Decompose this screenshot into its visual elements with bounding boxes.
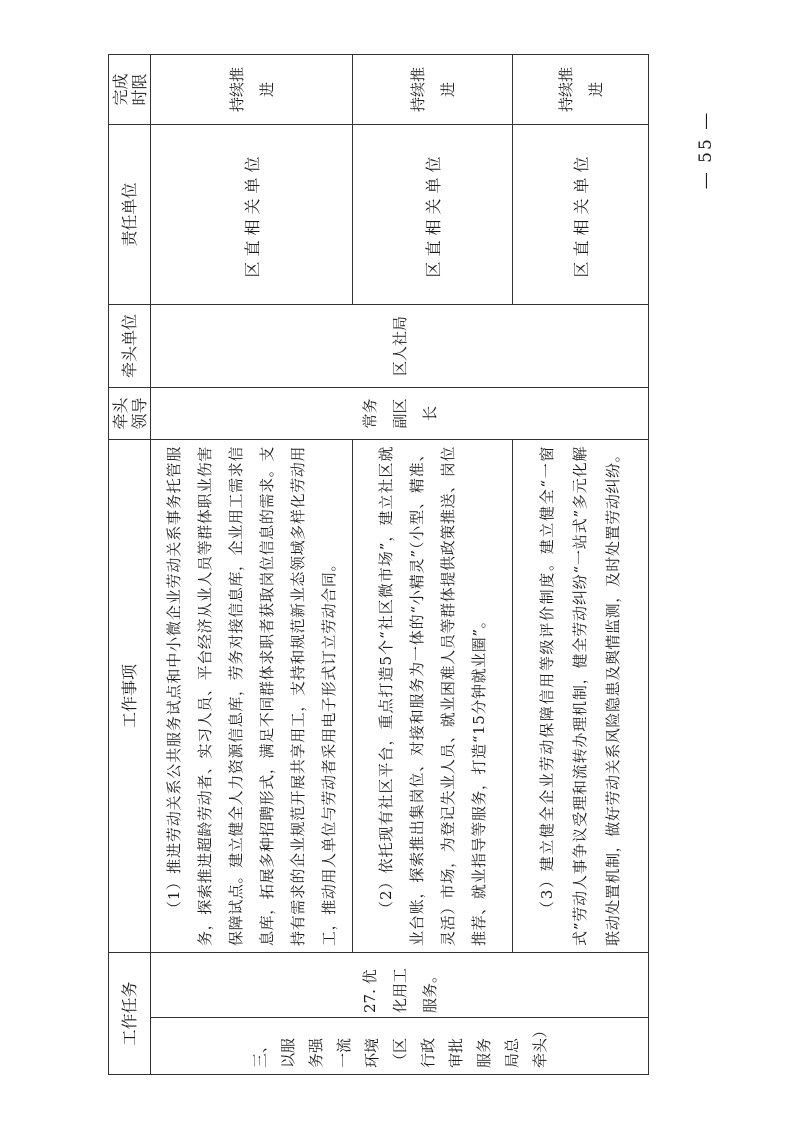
header-resp-unit: 责任单位 (109, 124, 151, 304)
table-row (151, 54, 353, 1074)
header-task: 工作任务 (109, 952, 151, 1074)
page-number (686, 110, 726, 190)
deadline-3: 持续推进 (513, 54, 649, 124)
work-item-1: （1）推进劳动关系公共服务试点和中小微企业劳动关系事务托管服务，探索推进超龄劳动者、实习人员、平台经济从业人员等群体职业伤害保障试点。建立健全人力资源信息库，劳务对接信息库，企业用工需求信息库，拓展多种招聘形式，满足不同群体求职者获取岗位信息的需求。支持有需求的企业规范开展共享用工，支持和规范新业态领域多样化劳动用工，推动用人单位与劳动者采用电子形式订立劳动合同。 (151, 439, 353, 952)
header-deadline: 完成 时限 (109, 54, 151, 124)
rotated-table-container (108, 55, 648, 1075)
page-number-text: — 55 — (696, 110, 716, 190)
header-row (109, 54, 151, 1074)
deadline-1: 持续推进 (151, 54, 353, 124)
task-group-cell: 三、以服务强一流环境（区行政审批服务局总牵头） (151, 1018, 649, 1075)
header-lead-leader: 牵头 领导 (109, 387, 151, 439)
work-item-3: （3）建立健全企业劳动保障信用等级评价制度。建立健全“一窗式”劳动人事争议受理和流转办理机制，健全劳动纠纷“一站式”多元化解联动处置机制，做好劳动关系风险隐患及舆情监测，及时处置劳动纠纷。 (513, 439, 649, 952)
table-row (513, 54, 649, 1074)
header-lead-unit: 牵头单位 (109, 304, 151, 387)
resp-unit-2: 区直相关单位 (353, 124, 513, 304)
resp-unit-1: 区直相关单位 (151, 124, 353, 304)
work-item-2: （2）依托现有社区平台，重点打造5个“社区微市场”，建立社区就业台账，探索推出集岗位、对接和服务为一体的“小精灵”（小型、精准、灵活）市场，为登记失业人员、就业困难人员等群体提供政策推送、岗位推荐、就业指导等服务，打造“15分钟就业圈”。 (353, 439, 513, 952)
work-task-table (108, 54, 649, 1075)
lead-unit-cell: 区人社局 (151, 304, 649, 387)
table-row (353, 54, 513, 1074)
header-item: 工作事项 (109, 439, 151, 952)
task-cell: 27. 优化用工服务。 (151, 952, 649, 1017)
resp-unit-3: 区直相关单位 (513, 124, 649, 304)
deadline-2: 持续推进 (353, 54, 513, 124)
lead-leader-cell: 常务副区长 (151, 387, 649, 439)
